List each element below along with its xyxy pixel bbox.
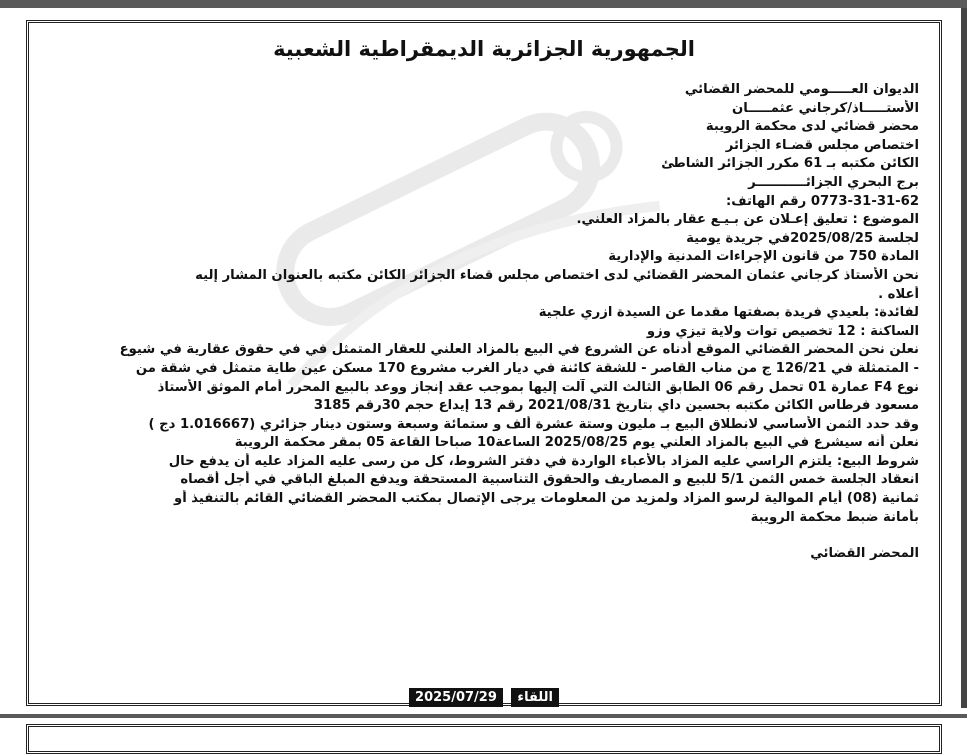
publication-footer [29,688,939,707]
office-address: الكائن مكتبه بـ 61 مكرر الجزائر الشاطئ [661,156,919,172]
office-name: الديوان العـــــومي للمحضر القضائي [684,82,919,97]
spacer [49,527,919,545]
newspaper-name: اللقاء [511,688,559,707]
notice-body [49,81,919,564]
notice-terms-4: بأمانة ضبط محكمة الرويبة [750,509,919,525]
notice-terms-3: ثمانية (08) أيام الموالية لرسو المزاد ولمزيد من المعلومات يرجى الإتصال بمكتب المحضر القضائي القائم بالتنفيذ أو [174,491,919,507]
notice-body-line-4: مسعود فرطاس الكائن مكتبه بحسين داي بتاريخ 2021/08/31 رقم 13 إيداع حجم 30رقم 3185 [313,398,919,414]
right-border [961,8,967,708]
legal-notice [26,20,942,706]
publication-date: 2025/07/29 [409,688,503,707]
signature: المحضر القضائي [810,546,919,562]
top-border [0,0,967,8]
notice-body-line-2: - المتمثلة في 126/21 ج من مناب القاصر - للشقة كائنة في ديار الغرب مشروع 170 مسكن عين طاية متمثل في شقة من [135,360,919,376]
notice-intro-end: أعلاه . [878,286,919,302]
office-address-2: برج البحري الجزائـــــــــــر [748,174,919,190]
office-jurisdiction: اختصاص مجلس قضـاء الجزائر [725,137,919,153]
notice-residence: الساكنة : 12 تخصيص توات ولاية تيزي وزو [646,323,919,339]
notice-terms-2: انعقاد الجلسة خمس الثمن 5/1 للبيع و المصاريف والحقوق التناسبية المستحقة ويدفع المبلغ الباقي في أجل أقصاه [180,472,919,488]
next-notice-frame [26,724,942,754]
bottom-border [0,714,967,718]
notice-session: لجلسة 2025/08/25في جريدة يومية [686,230,919,246]
notice-body-line-1: نعلن نحن المحضر القضائي الموقع أدناه عن الشروع في البيع بالمزاد العلني للعقار المتمثل في في حقوق عقارية في شيوع [119,342,919,358]
notice-subject: الموضوع : تعليق إعـلان عن بـيـع عقار بالمزاد العلني. [576,212,919,228]
office-master: الأستـــــاذ/كرجاني عثمـــــان [732,100,919,116]
page-title: الجمهورية الجزائرية الديمقراطية الشعبية [273,37,695,61]
notice-intro: نحن الأستاذ كرجاني عثمان المحضر القضائي لدى اختصاص مجلس قضاء الجزائر الكائن مكتبه بالعنوان المشار إليه [195,267,919,283]
notice-article: المادة 750 من قانون الإجراءات المدنية والإدارية [608,249,919,265]
notice-terms-1: شروط البيع: يلتزم الراسي عليه المزاد بالأعباء الواردة في دفتر الشروط، كل من رسى عليه المزاد عليه أن يدفع حال [168,453,919,469]
office-bailiff: محضر قضائي لدى محكمة الرويبة [705,119,919,135]
notice-body-line-3: نوع F4 عمارة 01 تحمل رقم 06 الطابق الثالث التي آلت إليها بموجب عقد إنجاز ووعد بالبيع المحرر أمام الموثق الأستاذ [157,379,919,395]
notice-auction: نعلن أنه سيشرع في البيع بالمزاد العلني يوم 2025/08/25 الساعة10 صباحا القاعة 05 بمقر محكمة الرويبة [234,435,919,451]
notice-beneficiary: لفائدة: بلعيدي فريدة بصفتها مقدما عن السيدة ازري علجية [538,305,919,321]
notice-price: وقد حدد الثمن الأساسي لانطلاق البيع بـ مليون وستة عشرة ألف و ستمائة وسبعة وستون دينار جزائري (1.016667 دج ) [148,416,919,432]
office-phone: 0773-31-31-62 رقم الهاتف: [726,193,919,209]
